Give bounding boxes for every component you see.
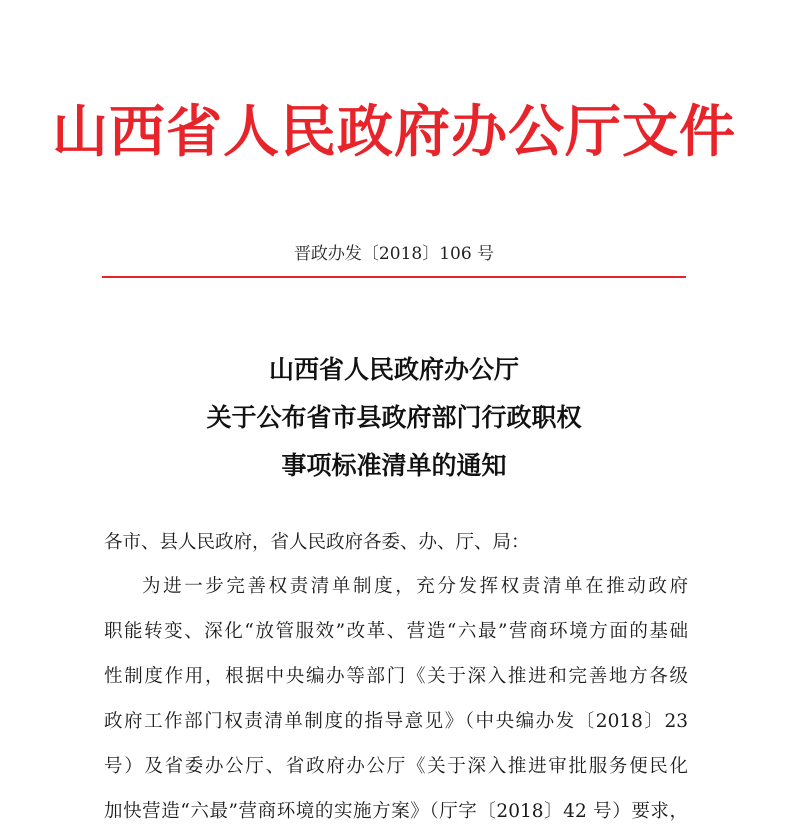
body-line-6: 加快营造“六最”营商环境的实施方案》（厅字〔2018〕42 号）要求， [104, 801, 688, 822]
salutation: 各市、县人民政府，省人民政府各委、办、厅、局： [104, 532, 530, 553]
body-line-4: 政府工作部门权责清单制度的指导意见》（中央编办发〔2018〕23 [104, 711, 688, 732]
notice-title [0, 346, 788, 490]
document-header-title: 山西省人民政府办公厅文件 [52, 99, 736, 165]
red-separator-line [102, 276, 686, 278]
notice-title-line-3: 事项标准清单的通知 [281, 451, 507, 480]
body-line-5: 号）及省委办公厅、省政府办公厅《关于深入推进审批服务便民化 [104, 756, 688, 777]
body-line-3: 性制度作用，根据中央编办等部门《关于深入推进和完善地方各级 [104, 666, 688, 687]
notice-title-line-2: 关于公布省市县政府部门行政职权 [206, 403, 582, 432]
document-number: 晋政办发〔2018〕106 号 [293, 244, 495, 264]
body-line-1: 为进一步完善权责清单制度，充分发挥权责清单在推动政府 [142, 576, 688, 597]
body-line-2: 职能转变、深化“放管服效”改革、营造“六最”营商环境方面的基础 [104, 621, 688, 642]
body-paragraph [104, 570, 688, 840]
notice-title-line-1: 山西省人民政府办公厅 [268, 355, 519, 384]
